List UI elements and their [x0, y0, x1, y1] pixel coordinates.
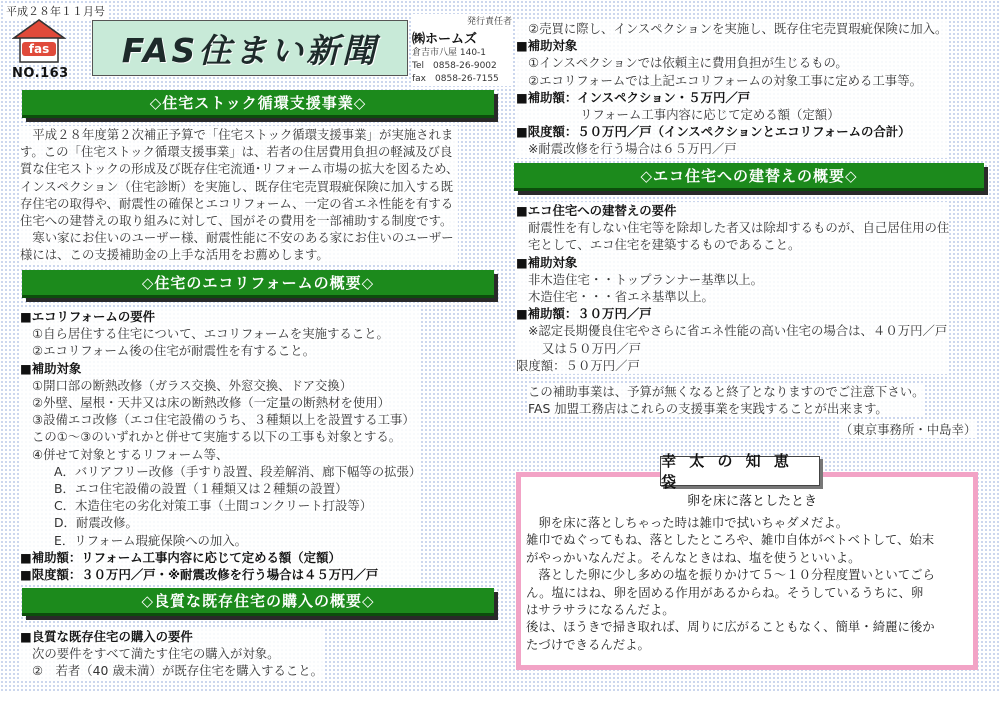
- section1-line: 住宅への建替えの取り組みに対して、国がその費用を一部補助する制度です。: [20, 213, 453, 229]
- eco-rebuild-req-heading: ■エコ住宅への建替えの要件: [516, 203, 677, 218]
- section1-body: [20, 126, 458, 264]
- list-item: 木造住宅・・・省エネ基準以上。: [528, 289, 714, 305]
- existing-limit-heading: ■限度額：５０万円／戸（インスペクションとエコリフォームの合計）: [516, 124, 911, 140]
- list-item: E．リフォーム瑕疵保険への加入。: [54, 532, 248, 548]
- section1-line: 寒い家にお住いのユーザー様、耐震性能に不安のある家にお住いのユーザー: [20, 230, 454, 246]
- list-item: A．バリアフリー改修（手すり設置、段差解消、廊下幅等の拡張）: [54, 463, 422, 479]
- publisher-name: ㈱ホームズ: [412, 32, 478, 47]
- column-line: 卵を床に落としちゃった時は雑巾で拭いちゃダメだよ。: [526, 515, 849, 530]
- list-item: ①インスペクションでは依頼主に費用負担が生じるもの。: [528, 55, 848, 71]
- column-line: 雑巾でぬぐってもね、落としたところや、雑巾自体がベトベトして、始末: [526, 532, 935, 548]
- page-bottom-margin: [0, 691, 1000, 705]
- publisher-fax: fax 0858-26-7155: [412, 74, 499, 84]
- section1-line: す。この「住宅ストック循環支援事業」は、若者の住居費用負担の軽減及び良: [20, 144, 453, 160]
- issue-number: NO.163: [12, 66, 69, 81]
- eco-rebuild-target-heading: ■補助対象: [516, 254, 578, 270]
- list-item: ③設備エコ改修（エコ住宅設備のうち、３種類以上を設置する工事）: [32, 412, 415, 428]
- banner-eco-reform: ◇住宅のエコリフォームの概要◇: [22, 270, 494, 298]
- list-item: ②エコリフォームでは上記エコリフォームの対象工事に定める工事等。: [528, 72, 922, 88]
- section2-body: [20, 308, 421, 583]
- eco-rebuild-note: 又は５０万円／戸: [542, 340, 642, 356]
- column-line: たづけできるんだよ。: [526, 636, 650, 652]
- fas-logo: [12, 18, 66, 64]
- existing-house-req-heading: ■良質な既存住宅の購入の要件: [20, 629, 193, 644]
- eco-reform-limit: ■限度額：３０万円／戸・※耐震改修を行う場合は４５万円／戸: [20, 567, 379, 583]
- eco-reform-req-heading: ■エコリフォームの要件: [20, 309, 155, 324]
- list-item: ④併せて対象とするリフォーム等、: [32, 446, 229, 462]
- list-item: 耐震性を有しない住宅等を除却した者又は除却するものが、自己居住用の住: [528, 220, 950, 236]
- list-item: ② 若者（40 歳未満）が既存住宅を購入すること。: [32, 663, 324, 679]
- publisher-info: [412, 14, 512, 86]
- existing-limit-note: ※耐震改修を行う場合は６５万円／戸: [528, 141, 737, 157]
- newspaper-title: FAS住まい新聞: [121, 30, 379, 70]
- issue-date: 平成２８年１１月号: [6, 5, 105, 18]
- list-item: ②売買に際し、インスペクションを実施し、既存住宅売買瑕疵保険に加入。: [528, 21, 948, 36]
- signature: （東京事務所・中島幸）: [840, 422, 977, 437]
- right-top-body: [516, 20, 947, 158]
- column-body: [526, 514, 935, 653]
- closing-line: この補助事業は、予算が無くなると終了となりますのでご注意下さい。: [528, 384, 925, 399]
- existing-target-heading: ■補助対象: [516, 38, 578, 54]
- banner-existing-house: ◇良質な既存住宅の購入の概要◇: [22, 588, 494, 616]
- list-item: ①開口部の断熱改修（ガラス交換、外窓交換、ドア交換）: [32, 377, 353, 393]
- column-title: 幸 太 の 知 恵 袋: [660, 456, 820, 486]
- eco-reform-amount: ■補助額：リフォーム工事内容に応じて定める額（定額）: [20, 549, 341, 565]
- eco-rebuild-amount: ■補助額：３０万円／戸: [516, 306, 652, 322]
- banner-stock-support: ◇住宅ストック循環支援事業◇: [22, 90, 494, 118]
- list-item: 非木造住宅・・トップランナー基準以上。: [528, 271, 764, 287]
- section3-body: [20, 628, 323, 680]
- publisher-tel: Tel 0858-26-9002: [412, 61, 497, 71]
- eco-rebuild-note: ※認定長期優良住宅やさらに省エネ性能の高い住宅の場合は、４０万円／戸: [528, 323, 948, 339]
- column-line: 後は、ほうきで掃き取れば、周りに広がることもなく、簡単・綺麗に後か: [526, 619, 935, 635]
- list-item: ①自ら居住する住宅について、エコリフォームを実施すること。: [32, 326, 389, 342]
- list-item: ②外壁、屋根・天井又は床の断熱改修（一定量の断熱材を使用）: [32, 395, 391, 411]
- svg-text:fas: fas: [28, 42, 50, 56]
- column-line: はサラサラになるんだよ。: [526, 602, 675, 618]
- existing-amount-heading: ■補助額：インスペクション・５万円／戸: [516, 89, 751, 105]
- publisher-label: 発行責任者: [466, 17, 512, 27]
- section1-line: 平成２８年度第２次補正予算で「住宅ストック循環支援事業」が実施されま: [20, 127, 454, 142]
- list-item: 宅として、エコ住宅を建築するものであること。: [528, 237, 801, 253]
- section1-line: 様には、この支援補助金の上手な活用をお薦めします。: [20, 247, 329, 263]
- column-line: がやっかいなんだよ。そんなときはね、塩を使うといいよ。: [526, 549, 861, 565]
- list-item: 次の要件をすべて満たす住宅の購入が対象。: [32, 646, 280, 662]
- banner-eco-rebuild: ◇エコ住宅への建替えの概要◇: [514, 163, 984, 191]
- section4-body: [516, 202, 949, 374]
- list-item: ②エコリフォーム後の住宅が耐震性を有すること。: [32, 343, 316, 359]
- house-logo-icon: [12, 18, 66, 64]
- column-subtitle: 卵を床に落としたとき: [686, 494, 817, 509]
- eco-rebuild-limit: 限度額：５０万円／戸: [516, 357, 640, 373]
- column-line: 落とした卵に少し多めの塩を振りかけて５～１０分程度置いといてごら: [526, 567, 935, 583]
- publisher-address: 倉吉市八屋 140-1: [412, 48, 487, 58]
- existing-amount-line: リフォーム工事内容に応じて定める額（定額）: [580, 107, 840, 123]
- list-item: この①～③のいずれかと併せて実施する以下の工事も対象とする。: [32, 429, 402, 445]
- list-item: D．耐震改修。: [54, 515, 138, 531]
- list-item: C．木造住宅の劣化対策工事（土間コンクリート打設等）: [54, 498, 373, 514]
- closing-text: [528, 383, 925, 417]
- list-item: B．エコ住宅設備の設置（１種類又は２種類の設置）: [54, 481, 348, 497]
- section1-line: 質な住宅ストックの形成及び既存住宅流通･リフォーム市場の拡大を図るため、: [20, 161, 459, 177]
- eco-reform-target-heading: ■補助対象: [20, 360, 82, 376]
- closing-line: FAS 加盟工務店はこれらの支援事業を実践することが出来ます。: [528, 401, 888, 417]
- section1-line: インスペクション（住宅診断）を実施し、既存住宅売買瑕疵保険に加入する既: [20, 178, 454, 194]
- section1-line: 存住宅の取得や、耐震性の確保とエコリフォーム、一定の省エネ性能を有する: [20, 195, 454, 211]
- column-line: ん。塩にはね、卵を固める作用があるからね。そうしているうちに、卵: [526, 584, 924, 600]
- newspaper-title-box: [92, 20, 408, 76]
